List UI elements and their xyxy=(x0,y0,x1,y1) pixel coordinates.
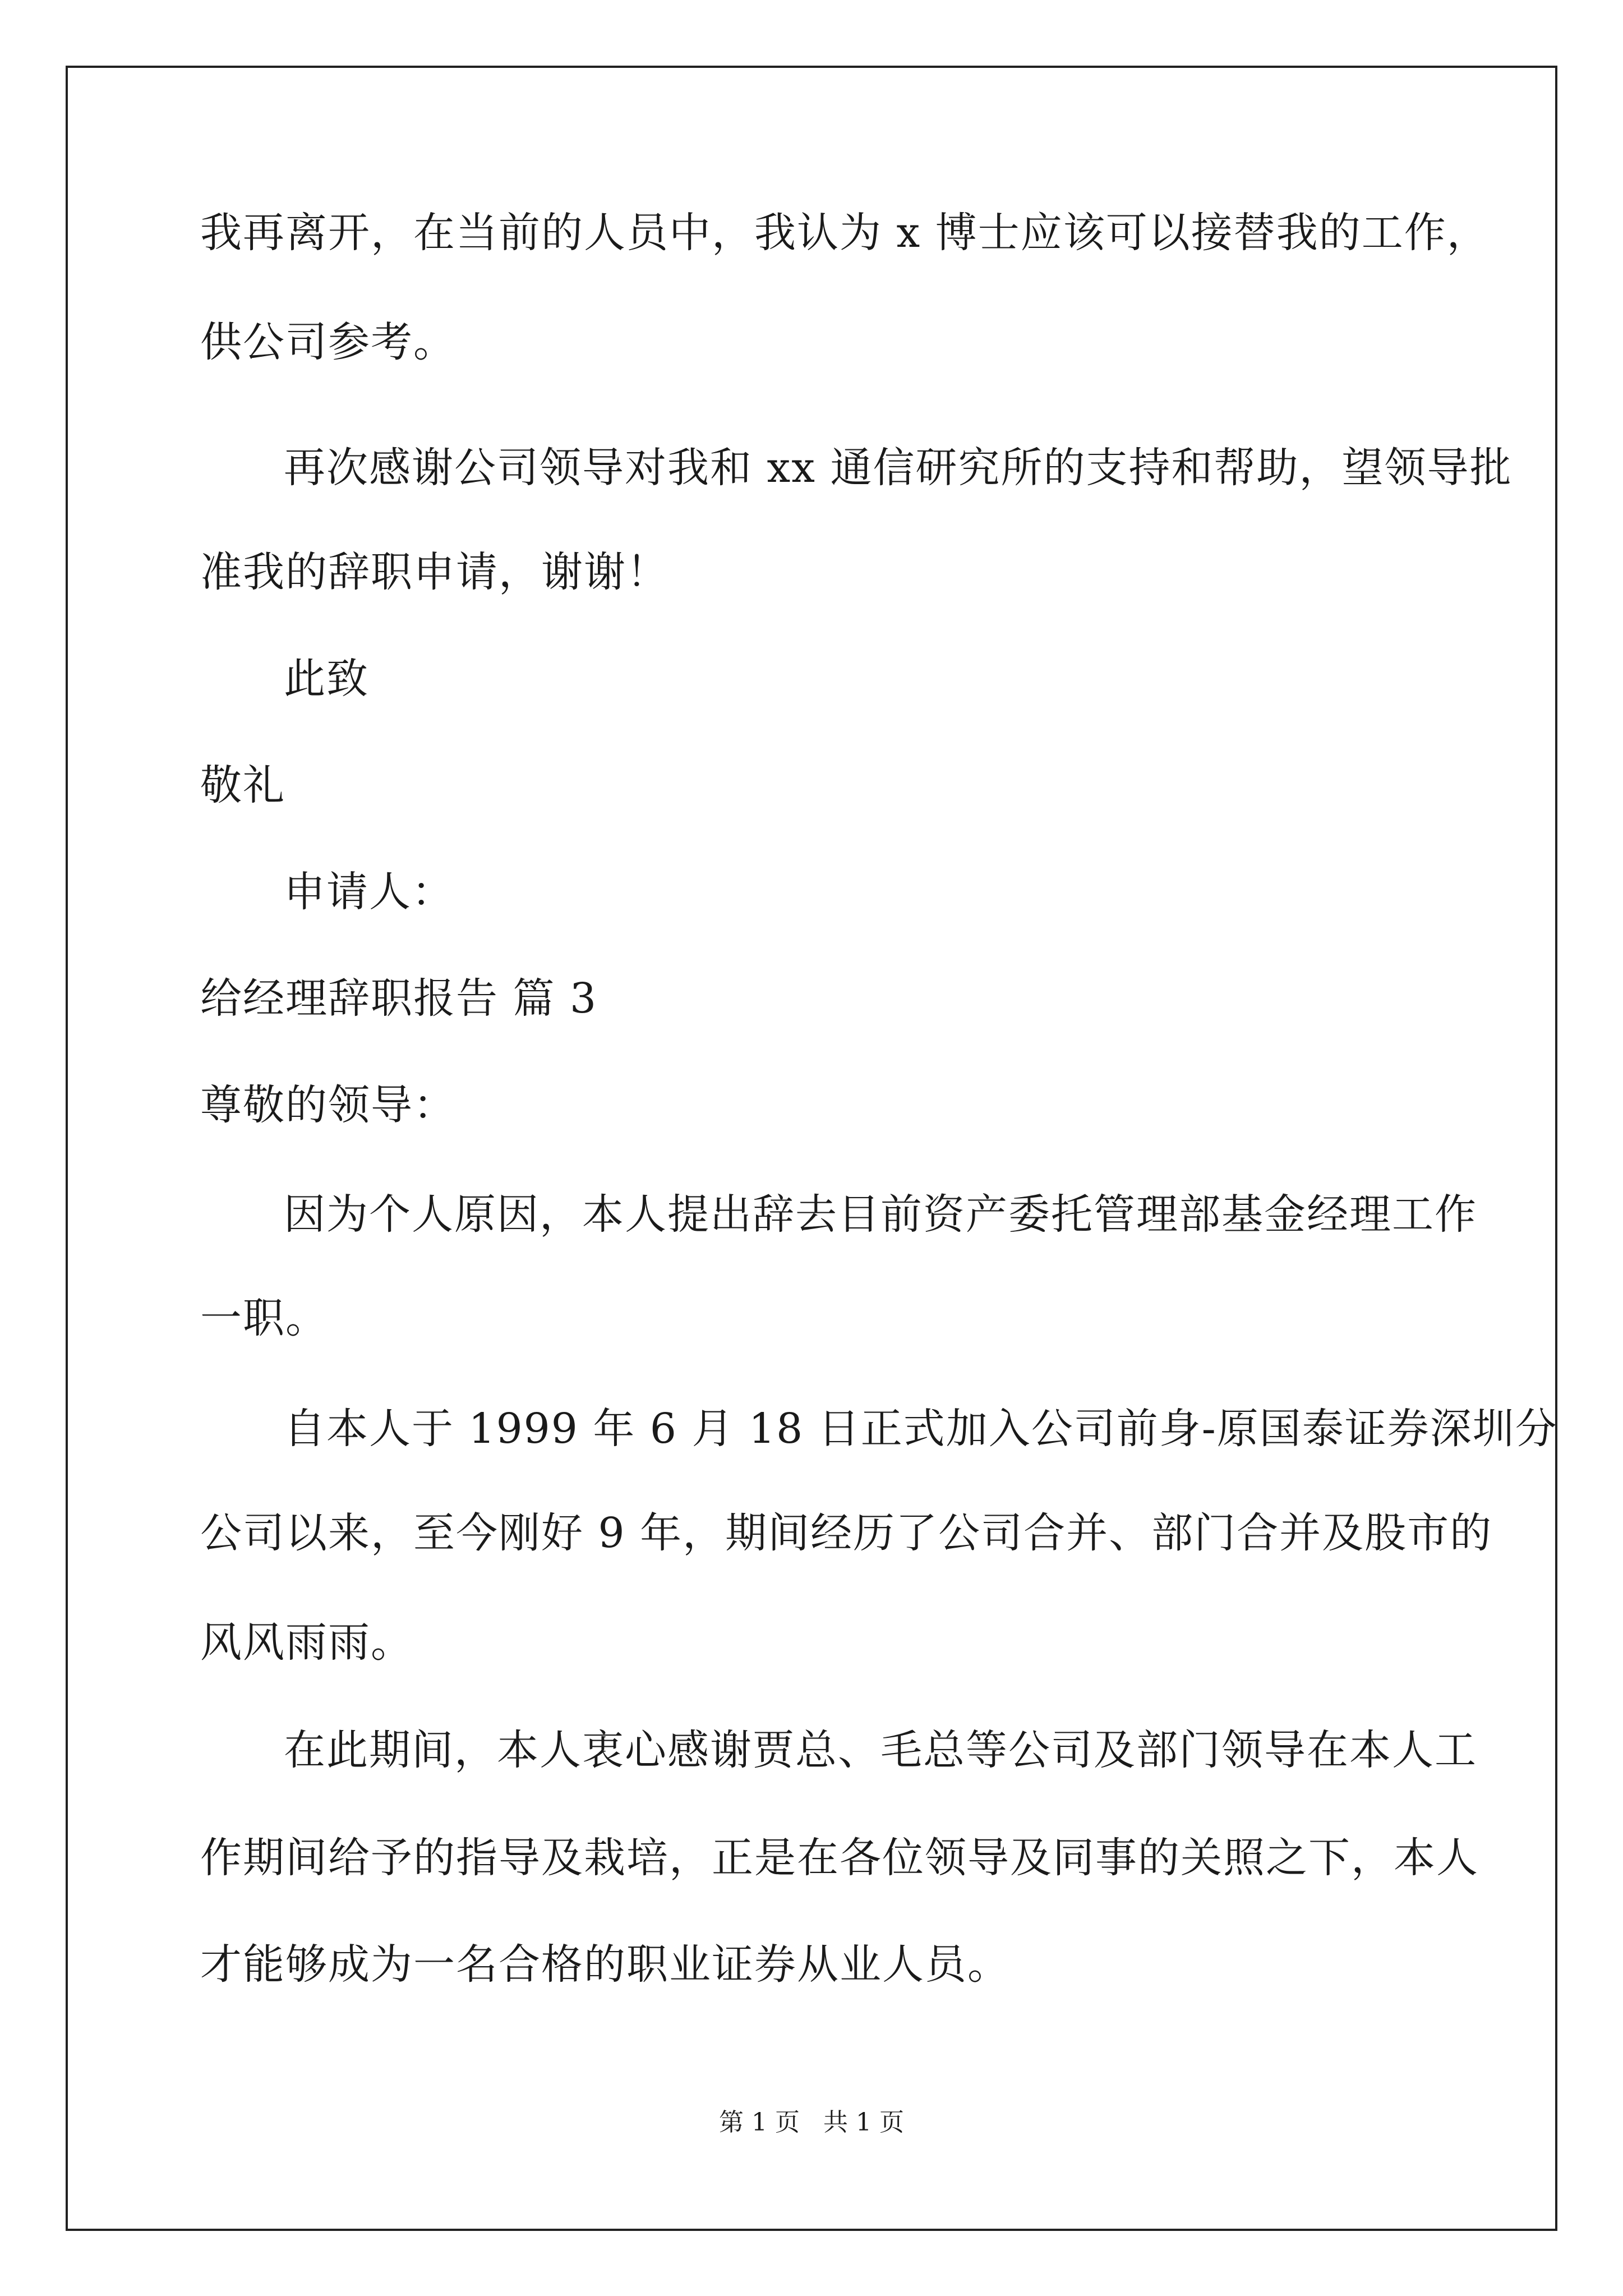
letter-salutation: 尊敬的领导： xyxy=(200,1081,456,1129)
text-line: 自本人于 1999 年 6 月 18 日正式加入公司前身-原国泰证券深圳分 xyxy=(284,1405,1558,1453)
text-line: 准我的辞职申请，谢谢！ xyxy=(200,548,669,596)
text-line: 我再离开，在当前的人员中，我认为 x 博士应该可以接替我的工作， xyxy=(200,209,1490,257)
closing-salutation: 此致 xyxy=(284,655,369,703)
page-border xyxy=(66,66,1557,2231)
text-line: 因为个人原因，本人提出辞去目前资产委托管理部基金经理工作 xyxy=(284,1190,1477,1239)
text-line: 供公司参考。 xyxy=(200,318,456,366)
applicant-label: 申请人： xyxy=(284,868,454,916)
text-line: 风风雨雨。 xyxy=(200,1618,413,1667)
text-line: 再次感谢公司领导对我和 xx 通信研究所的支持和帮助，望领导批 xyxy=(284,444,1513,492)
closing-greeting: 敬礼 xyxy=(200,761,285,809)
text-line: 作期间给予的指导及栽培，正是在各位领导及同事的关照之下，本人 xyxy=(200,1834,1479,1882)
section-title: 给经理辞职报告 篇 3 xyxy=(200,974,598,1023)
text-line: 公司以来，至今刚好 9 年，期间经历了公司合并、部门合并及股市的 xyxy=(200,1509,1493,1557)
text-line: 一职。 xyxy=(200,1294,328,1342)
text-line: 在此期间，本人衷心感谢贾总、毛总等公司及部门领导在本人工 xyxy=(284,1726,1477,1774)
text-line: 才能够成为一名合格的职业证券从业人员。 xyxy=(200,1940,1010,1989)
page-footer: 第 1 页 共 1 页 xyxy=(719,2108,904,2137)
